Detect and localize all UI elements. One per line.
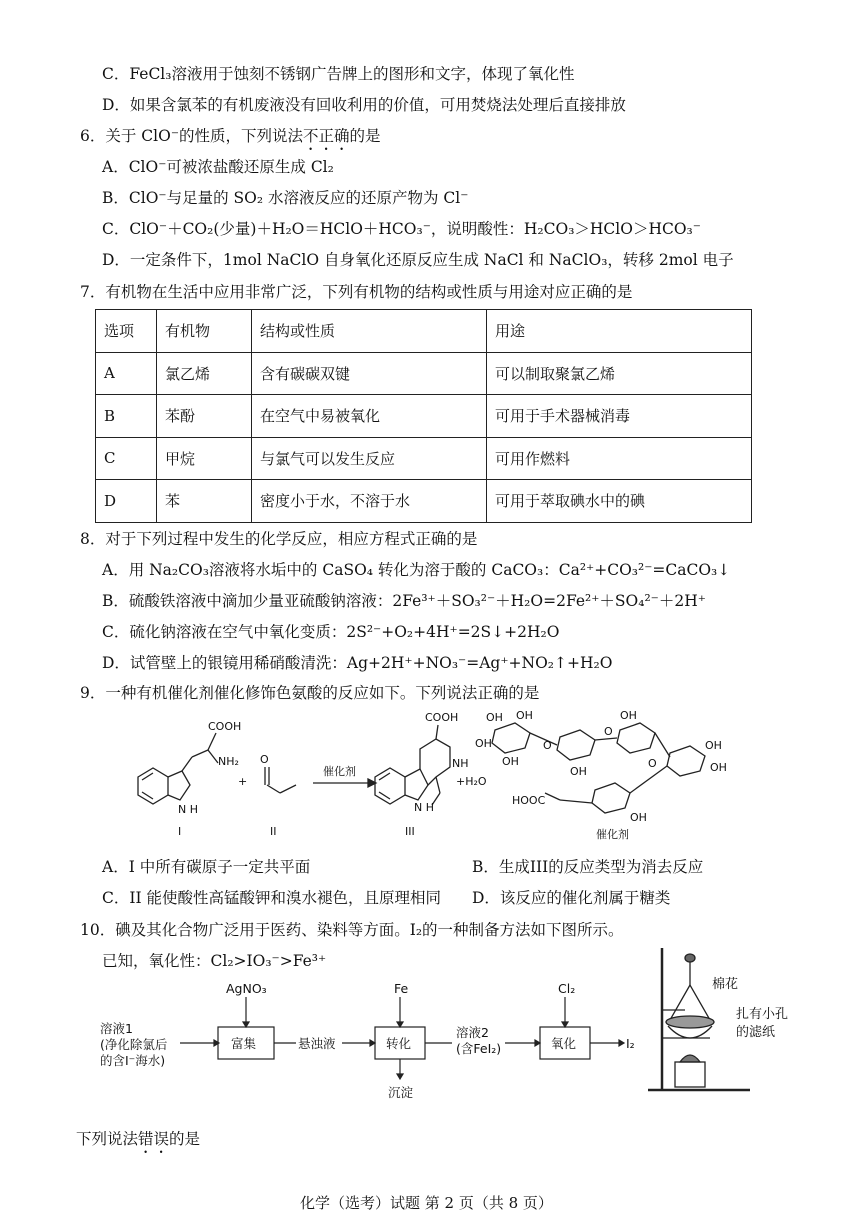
q5-option-c: C．FeCl₃溶液用于蚀刻不锈钢广告牌上的图形和文字，体现了氧化性 — [102, 65, 575, 83]
table-cell: 密度小于水，不溶于水 — [252, 480, 487, 523]
filter-paper — [666, 1016, 714, 1028]
table-row — [96, 395, 752, 438]
mol1-nh: N H — [178, 803, 198, 816]
funnel — [670, 985, 710, 1020]
catalyst-oh: OH — [570, 765, 587, 778]
catalyst-oh: OH — [630, 811, 647, 824]
table-cell: 氯乙烯 — [157, 352, 252, 395]
q10-given: 已知，氧化性：Cl₂>IO₃⁻>Fe³⁺ — [102, 952, 327, 970]
q8-option-d: D．试管壁上的银镜用稀硝酸清洗：Ag+2H⁺+NO₃⁻=Ag⁺+NO₂↑+H₂O — [102, 654, 613, 672]
q8-option-a: A．用 Na₂CO₃溶液将水垢中的 CaSO₄ 转化为溶于酸的 CaCO₃：Ca²⁺+CO₃²⁻=CaCO₃↓ — [102, 561, 731, 579]
table-cell: 可用于手术器械消毒 — [487, 395, 752, 438]
table-cell: 苯酚 — [157, 395, 252, 438]
q10-sub-stem-text: 下列说法 — [76, 1130, 139, 1148]
label-III: III — [405, 825, 415, 838]
q10-flowchart — [100, 975, 660, 1110]
flow-box2-label: 转化 — [386, 1036, 412, 1051]
flow-suspension: 悬浊液 — [298, 1036, 336, 1051]
flowchart-svg — [100, 975, 660, 1110]
table-cell: 与氯气可以发生反应 — [252, 437, 487, 480]
flow-fe: Fe — [394, 981, 409, 996]
flow-input-l2: (净化除氯后 — [100, 1037, 168, 1052]
label-paper-l1: 扎有小孔 — [736, 1007, 789, 1022]
table-cell: 可用于萃取碘水中的碘 — [487, 480, 752, 523]
table-header: 用途 — [487, 310, 752, 353]
catalyst-ring-5 — [592, 783, 630, 813]
table-cell: 在空气中易被氧化 — [252, 395, 487, 438]
table-cell: A — [96, 352, 157, 395]
flow-input-l3: 的含I⁻海水) — [100, 1053, 166, 1068]
cotton — [685, 954, 695, 962]
table-header-row — [96, 310, 752, 353]
table-cell: C — [96, 437, 157, 480]
table-header: 有机物 — [157, 310, 252, 353]
catalyst-oh: OH — [502, 755, 519, 768]
catalyst-o: O — [604, 725, 613, 738]
q9-option-c: C．II 能使酸性高锰酸钾和溴水褪色，且原理相同 — [102, 889, 442, 907]
sublimation-apparatus — [640, 940, 800, 1100]
mol2-oxygen: O — [260, 753, 269, 766]
catalyst-oh: OH — [475, 737, 492, 750]
q10-apparatus — [640, 940, 800, 1100]
q6-stem — [80, 124, 381, 154]
q6-option-b: B．ClO⁻与足量的 SO₂ 水溶液反应的还原产物为 Cl⁻ — [102, 189, 469, 207]
table-row — [96, 352, 752, 395]
q6-stem-tail: 的是 — [349, 127, 381, 145]
q8-stem: 8．对于下列过程中发生的化学反应，相应方程式正确的是 — [80, 530, 478, 548]
q9-option-d: D．该反应的催化剂属于糖类 — [472, 889, 671, 907]
flow-cl2: Cl₂ — [558, 981, 576, 996]
q5-option-d: D．如果含氯苯的有机废液没有回收利用的价值，可用焚烧法处理后直接排放 — [102, 96, 626, 114]
catalyst-hooc: HOOC — [512, 794, 546, 807]
q8-option-b: B．硫酸铁溶液中滴加少量亚硫酸钠溶液：2Fe³⁺＋SO₃²⁻＋H₂O=2Fe²⁺＋SO₄²⁻＋2H⁺ — [102, 592, 706, 610]
flow-sol2-l1: 溶液2 — [456, 1025, 489, 1040]
q7-stem: 7．有机物在生活中应用非常广泛，下列有机物的结构或性质与用途对应正确的是 — [80, 283, 633, 301]
catalyst-arrow-label: 催化剂 — [323, 765, 356, 778]
label-II: II — [270, 825, 277, 838]
mol3-nh: NH — [452, 757, 469, 770]
q9-option-a: A．I 中所有碳原子一定共平面 — [102, 858, 311, 876]
page-footer: 化学（选考）试题 第 2 页（共 8 页） — [300, 1194, 553, 1212]
catalyst-ring-4 — [667, 746, 705, 776]
alcohol-lamp — [675, 1062, 705, 1087]
lamp-flame — [680, 1055, 700, 1062]
label-catalyst: 催化剂 — [596, 828, 629, 841]
table-cell: B — [96, 395, 157, 438]
plus-sign: + — [238, 775, 248, 788]
catalyst-oh: OH — [486, 711, 503, 724]
mol3-cooh: COOH — [425, 711, 459, 724]
catalyst-oh: OH — [710, 761, 727, 774]
q9-reaction-figure — [120, 705, 760, 850]
q6-option-d: D．一定条件下，1mol NaClO 自身氧化还原反应生成 NaCl 和 NaClO₃，转移 2mol 电子 — [102, 251, 734, 269]
flow-box3-label: 氧化 — [551, 1036, 577, 1051]
label-paper-l2: 的滤纸 — [736, 1025, 776, 1040]
flow-agno3: AgNO₃ — [226, 981, 267, 996]
table-header: 结构或性质 — [252, 310, 487, 353]
q10-sub-stem — [76, 1127, 200, 1157]
flow-box1-label: 富集 — [231, 1036, 257, 1051]
catalyst-ring-3 — [617, 723, 655, 753]
q8-option-c: C．硫化钠溶液在空气中氧化变质：2S²⁻+O₂+4H⁺=2S↓+2H₂O — [102, 623, 560, 641]
table-cell: 苯 — [157, 480, 252, 523]
q10-stem: 10．碘及其化合物广泛用于医药、染料等方面。I₂的一种制备方法如下图所示。 — [80, 921, 624, 939]
mol1-pyrrole-ring — [168, 771, 190, 800]
catalyst-oh: OH — [620, 709, 637, 722]
q6-option-a: A．ClO⁻可被浓盐酸还原生成 Cl₂ — [102, 158, 334, 176]
table-row — [96, 480, 752, 523]
q6-stem-text: 6．关于 ClO⁻的性质，下列说法 — [80, 127, 303, 145]
catalyst-ring-2 — [557, 730, 595, 760]
table-header: 选项 — [96, 310, 157, 353]
q10-sub-stem-tail: 的是 — [169, 1130, 201, 1148]
q7-table — [95, 309, 752, 523]
q9-stem: 9．一种有机催化剂催化修饰色氨酸的反应如下。下列说法正确的是 — [80, 684, 540, 702]
label-cotton: 棉花 — [712, 977, 739, 992]
label-I: I — [178, 825, 182, 838]
flow-sol2-l2: (含FeI₂) — [456, 1041, 502, 1056]
table-cell: 甲烷 — [157, 437, 252, 480]
table-cell: 可用作燃料 — [487, 437, 752, 480]
table-cell: D — [96, 480, 157, 523]
catalyst-oh: OH — [516, 709, 533, 722]
flow-precip: 沉淀 — [388, 1085, 414, 1100]
flow-i2: I₂ — [626, 1036, 635, 1051]
mol3-n-h: N H — [414, 801, 434, 814]
table-cell: 含有碳碳双键 — [252, 352, 487, 395]
catalyst-oh: OH — [705, 739, 722, 752]
table-row — [96, 437, 752, 480]
catalyst-o: O — [543, 739, 552, 752]
table-cell: 可以制取聚氯乙烯 — [487, 352, 752, 395]
q10-sub-stem-emphasis: 错误 — [138, 1130, 170, 1148]
q6-option-c: C．ClO⁻＋CO₂(少量)＋H₂O＝HClO＋HCO₃⁻，说明酸性：H₂CO₃＞HClO＞HCO₃⁻ — [102, 220, 701, 238]
catalyst-ring-1 — [492, 723, 530, 753]
flow-input-l1: 溶液1 — [100, 1021, 133, 1036]
reaction-scheme — [120, 705, 760, 850]
catalyst-o: O — [648, 757, 657, 770]
q9-option-b: B．生成III的反应类型为消去反应 — [472, 858, 704, 876]
water-product: +H₂O — [456, 775, 487, 788]
mol1-cooh: COOH — [208, 720, 242, 733]
q6-stem-emphasis: 不正确 — [303, 127, 350, 145]
mol1-nh2: NH₂ — [218, 755, 239, 768]
